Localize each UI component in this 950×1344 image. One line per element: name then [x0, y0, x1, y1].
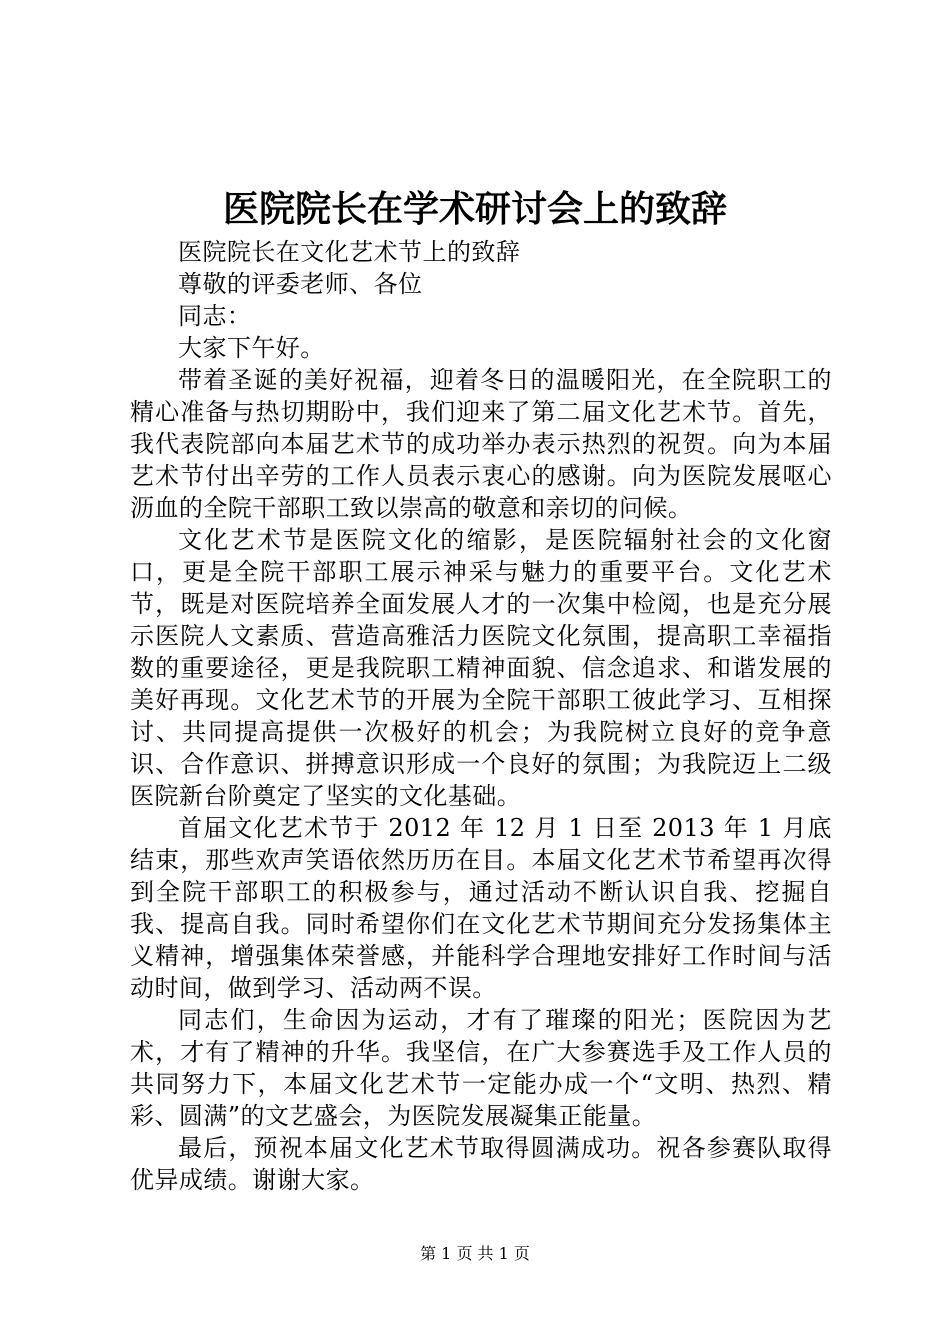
salutation-line: 同志：	[178, 302, 252, 330]
body-paragraph: 文化艺术节是医院文化的缩影，是医院辐射社会的文化窗口，更是全院干部职工展示神采与魅力的重要平台。文化艺术节，既是对医院培养全面发展人才的一次集中检阅，也是充分展示医院人文素质、营造高雅活力医院文化氛围，提高职工幸福指数的重要途径，更是我院职工精神面貌、信念追求、和谐发展的美好再现。文化艺术节的开展为全院干部职工彼此学习、互相探讨、共同提高提供一次极好的机会；为我院树立良好的竞争意识、合作意识、拼搏意识形成一个良好的氛围；为我院迈上二级医院新台阶奠定了坚实的文化基础。	[130, 526, 832, 810]
document-title: 医院院长在学术研讨会上的致辞	[222, 188, 727, 230]
greeting-line: 大家下午好。	[178, 334, 325, 362]
body-paragraph: 首届文化艺术节于 2012 年 12 月 1 日至 2013 年 1 月底结束，那些欢声笑语依然历历在目。本届文化艺术节希望再次得到全院干部职工的积极参与，通过活动不断认识自我、挖掘自我、提高自我。同时希望你们在文化艺术节期间充分发扬集体主义精神，增强集体荣誉感，并能科学合理地安排好工作时间与活动时间，做到学习、活动两不误。	[130, 814, 832, 1002]
document-body	[130, 236, 832, 1196]
body-paragraph: 带着圣诞的美好祝福，迎着冬日的温暖阳光，在全院职工的精心准备与热切期盼中，我们迎来了第二届文化艺术节。首先，我代表院部向本届艺术节的成功举办表示热烈的祝贺。向为本届艺术节付出辛劳的工作人员表示衷心的感谢。向为医院发展呕心沥血的全院干部职工致以崇高的敬意和亲切的问候。	[130, 366, 832, 522]
page-number-footer: 第 1 页 共 1 页	[420, 1244, 530, 1263]
body-paragraph: 同志们，生命因为运动，才有了璀璨的阳光；医院因为艺术，才有了精神的升华。我坚信，在广大参赛选手及工作人员的共同努力下，本届文化艺术节一定能办成一个“文明、热烈、精彩、圆满”的文艺盛会，为医院发展凝集正能量。	[130, 1006, 832, 1130]
closing-paragraph: 最后，预祝本届文化艺术节取得圆满成功。祝各参赛队取得优异成绩。谢谢大家。	[130, 1134, 832, 1194]
salutation-line: 尊敬的评委老师、各位	[178, 270, 423, 298]
subtitle-line: 医院院长在文化艺术节上的致辞	[178, 238, 521, 266]
